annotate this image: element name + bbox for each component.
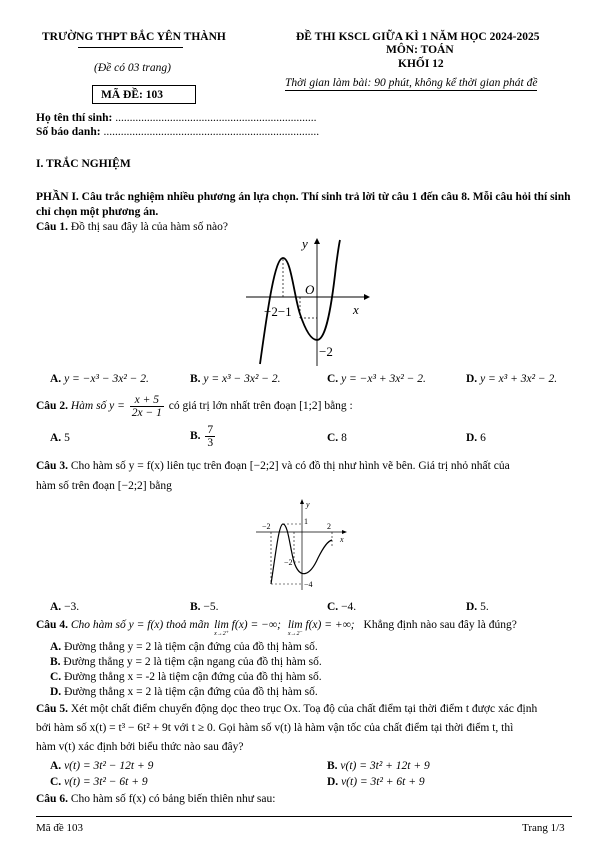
q5-option-d[interactable] (327, 776, 425, 788)
q4-option-c-key: C. (50, 671, 62, 683)
q2-option-b-fraction (205, 424, 215, 449)
q4-limit-1-sub: x→2⁺ (214, 631, 229, 637)
q5-option-b-key: B. (327, 760, 338, 772)
q3-option-a-text: −3. (64, 601, 80, 613)
q4-limit-1 (214, 619, 281, 637)
q4-option-b-key: B. (50, 656, 61, 668)
q1-x-arrow-icon (364, 294, 370, 300)
q2-option-b-key: B. (190, 430, 201, 443)
q1-option-c[interactable] (327, 373, 426, 385)
exam-code-box: MÃ ĐỀ: 103 (92, 85, 196, 104)
q2-option-b-den: 3 (207, 437, 214, 449)
q1-option-c-text: y = −x³ + 3x² − 2. (341, 373, 426, 385)
q4-option-a-text: Đường thẳng y = 2 là tiệm cận đứng của đồ thị hàm số. (64, 641, 318, 653)
q3-x-arrow-icon (342, 530, 347, 534)
q3-y-label: y (306, 500, 310, 509)
q2-option-c-text: 8 (341, 432, 347, 444)
q1-label: Câu 1. (36, 221, 68, 233)
q3-tick-y-neg2: −2 (284, 558, 293, 567)
q5-option-a-text: v(t) = 3t² − 12t + 9 (64, 760, 154, 772)
q1-y-label: y (302, 236, 308, 251)
q5-option-c[interactable] (50, 776, 148, 788)
q2-option-a-key: A. (50, 432, 62, 444)
school-name: TRƯỜNG THPT BẮC YÊN THÀNH (42, 31, 226, 43)
q1-y-arrow-icon (314, 238, 320, 244)
q5-option-d-key: D. (327, 776, 339, 788)
q2-option-a[interactable] (50, 432, 70, 444)
subject: MÔN: TOÁN (386, 44, 454, 56)
q1-option-d-key: D. (466, 373, 478, 385)
q5-label: Câu 5. (36, 703, 68, 715)
q2-frac-den: 2x − 1 (131, 407, 162, 419)
exam-title: ĐỀ THI KSCL GIỮA KÌ 1 NĂM HỌC 2024-2025 (296, 31, 540, 43)
q1-option-a-key: A. (50, 373, 62, 385)
q5-option-a-key: A. (50, 760, 62, 772)
candidate-id-dots: ........................................................................... (103, 126, 320, 138)
q3-graph (254, 496, 350, 592)
q5-text-line1: Xét một chất điểm chuyển động dọc theo trục Ox. Toạ độ của chất điểm tại thời điểm t được xác định (70, 703, 538, 715)
q4-pre: Cho hàm số y = f(x) thoả mãn (70, 619, 210, 631)
q3-option-a[interactable] (50, 601, 79, 613)
q2-post: có giá trị lớn nhất trên đoạn [1;2] bằng : (168, 400, 353, 413)
candidate-name-label: Họ tên thí sinh: (36, 112, 113, 124)
q4-option-c[interactable] (50, 671, 322, 683)
q4-option-d[interactable] (50, 686, 318, 698)
q3-option-b-key: B. (190, 601, 201, 613)
q2-option-c-key: C. (327, 432, 339, 444)
q4-option-c-text: Đường thẳng x = -2 là tiệm cận đứng của đồ thị hàm số. (64, 671, 322, 683)
q5-option-b[interactable] (327, 760, 430, 772)
q1-x-tick-label: −2−1 (264, 304, 292, 319)
q5-line1 (36, 703, 537, 715)
q3-tick-neg2: −2 (262, 522, 271, 531)
q3-option-d[interactable] (466, 601, 489, 613)
q4-label: Câu 4. (36, 619, 68, 631)
q5-text-line3: hàm v(t) xác định bởi biểu thức nào sau đây? (36, 741, 244, 753)
q1-option-b-key: B. (190, 373, 201, 385)
q6-text: Cho hàm số f(x) có bảng biến thiên như sau: (70, 793, 276, 805)
school-underline (78, 47, 183, 48)
q1-option-a[interactable] (50, 373, 149, 385)
pages-note: (Đề có 03 trang) (94, 62, 171, 74)
q3-option-b-text: −5. (203, 601, 219, 613)
q3-option-d-text: 5. (480, 601, 489, 613)
footer-code: Mã đề 103 (36, 822, 84, 834)
q1-origin-label: O (305, 282, 315, 297)
q4-limit-2-sub: x→2⁻ (287, 631, 303, 637)
q2-option-d-text: 6 (480, 432, 486, 444)
q3-text-line2: hàm số trên đoạn [−2;2] bằng (36, 480, 172, 492)
q3-label: Câu 3. (36, 460, 68, 472)
q1-option-b[interactable] (190, 373, 281, 385)
q4-limit-1-text: lim f(x) = −∞; (214, 619, 281, 631)
q6-stem (36, 793, 275, 805)
q4-post: Khẳng định nào sau đây là đúng? (363, 619, 517, 631)
q2-option-a-text: 5 (64, 432, 70, 444)
q3-x-label: x (340, 535, 344, 544)
q3-tick-1: 1 (304, 517, 308, 526)
q5-option-c-text: v(t) = 3t² − 6t + 9 (64, 776, 148, 788)
q2-option-d-key: D. (466, 432, 478, 444)
q1-y-tick-label: −2 (319, 344, 333, 359)
q4-option-a[interactable] (50, 641, 318, 653)
q4-option-d-text: Đường thẳng x = 2 là tiệm cận đứng của đồ thị hàm số. (64, 686, 318, 698)
q3-option-b[interactable] (190, 601, 219, 613)
q1-option-b-text: y = x³ − 3x² − 2. (203, 373, 281, 385)
q6-label: Câu 6. (36, 793, 68, 805)
part-intro: PHẦN I. Câu trắc nghiệm nhiều phương án lựa chọn. Thí sinh trả lời từ câu 1 đến câu 8. Mỗi câu hỏi thí sinh chỉ chọn một phương án. (36, 191, 571, 218)
footer-divider (36, 816, 572, 817)
q3-y-arrow-icon (300, 499, 304, 504)
q2-stem (36, 394, 353, 419)
q2-label: Câu 2. (36, 400, 68, 413)
q2-option-c[interactable] (327, 432, 347, 444)
q1-x-label: x (353, 302, 359, 317)
q4-stem (36, 619, 517, 637)
q3-option-d-key: D. (466, 601, 478, 613)
q2-pre: Hàm số y = (70, 400, 125, 413)
candidate-name-dots: ...................................................................... (115, 112, 317, 124)
q2-option-b-num: 7 (207, 424, 214, 436)
candidate-id-label: Số báo danh: (36, 126, 101, 138)
q5-option-a[interactable] (50, 760, 153, 772)
q1-stem (36, 221, 228, 233)
q5-option-b-text: v(t) = 3t² + 12t + 9 (340, 760, 430, 772)
grade: KHỐI 12 (398, 58, 444, 70)
q4-option-b-text: Đường thẳng y = 2 là tiệm cận ngang của đồ thị hàm số. (63, 656, 322, 668)
q3-option-c-key: C. (327, 601, 339, 613)
q5-text-line2: bởi hàm số x(t) = t³ − 6t² + 9t với t ≥ 0. Gọi hàm số v(t) là hàm vận tốc của chất điểm tại thời điểm t, thì (36, 722, 514, 734)
q3-tick-y-neg4: −4 (304, 580, 313, 589)
q1-graph (240, 236, 370, 370)
q5-option-d-text: v(t) = 3t² + 6t + 9 (341, 776, 425, 788)
q1-text: Đồ thị sau đây là của hàm số nào? (70, 221, 228, 233)
q4-option-a-key: A. (50, 641, 62, 653)
q2-fraction (130, 394, 164, 419)
q1-option-d[interactable] (466, 373, 557, 385)
q4-limit-2 (287, 619, 355, 637)
candidate-id-row (36, 126, 319, 138)
footer-page: Trang 1/3 (522, 822, 565, 834)
q2-option-b[interactable] (190, 424, 217, 449)
time-note: Thời gian làm bài: 90 phút, không kể thời gian phát đề (285, 77, 538, 89)
q3-line1 (36, 460, 510, 472)
candidate-name-row (36, 112, 317, 124)
q3-option-a-key: A. (50, 601, 62, 613)
q4-option-d-key: D. (50, 686, 62, 698)
q3-curve (271, 524, 332, 584)
q4-limit-2-text: lim f(x) = +∞; (287, 619, 355, 631)
q3-option-c-text: −4. (341, 601, 357, 613)
q1-option-d-text: y = x³ + 3x² − 2. (480, 373, 558, 385)
q3-text-line1: Cho hàm số y = f(x) liên tục trên đoạn [−2;2] và có đồ thị như hình vẽ bên. Giá trị nhỏ nhất của (70, 460, 510, 472)
q3-tick-2: 2 (327, 522, 331, 531)
q5-option-c-key: C. (50, 776, 62, 788)
q1-option-a-text: y = −x³ − 3x² − 2. (64, 373, 149, 385)
q2-option-d[interactable] (466, 432, 486, 444)
q4-option-b[interactable] (50, 656, 322, 668)
q1-option-c-key: C. (327, 373, 339, 385)
q2-frac-num: x + 5 (130, 394, 164, 407)
q3-option-c[interactable] (327, 601, 356, 613)
section-title: I. TRẮC NGHIỆM (36, 158, 131, 170)
